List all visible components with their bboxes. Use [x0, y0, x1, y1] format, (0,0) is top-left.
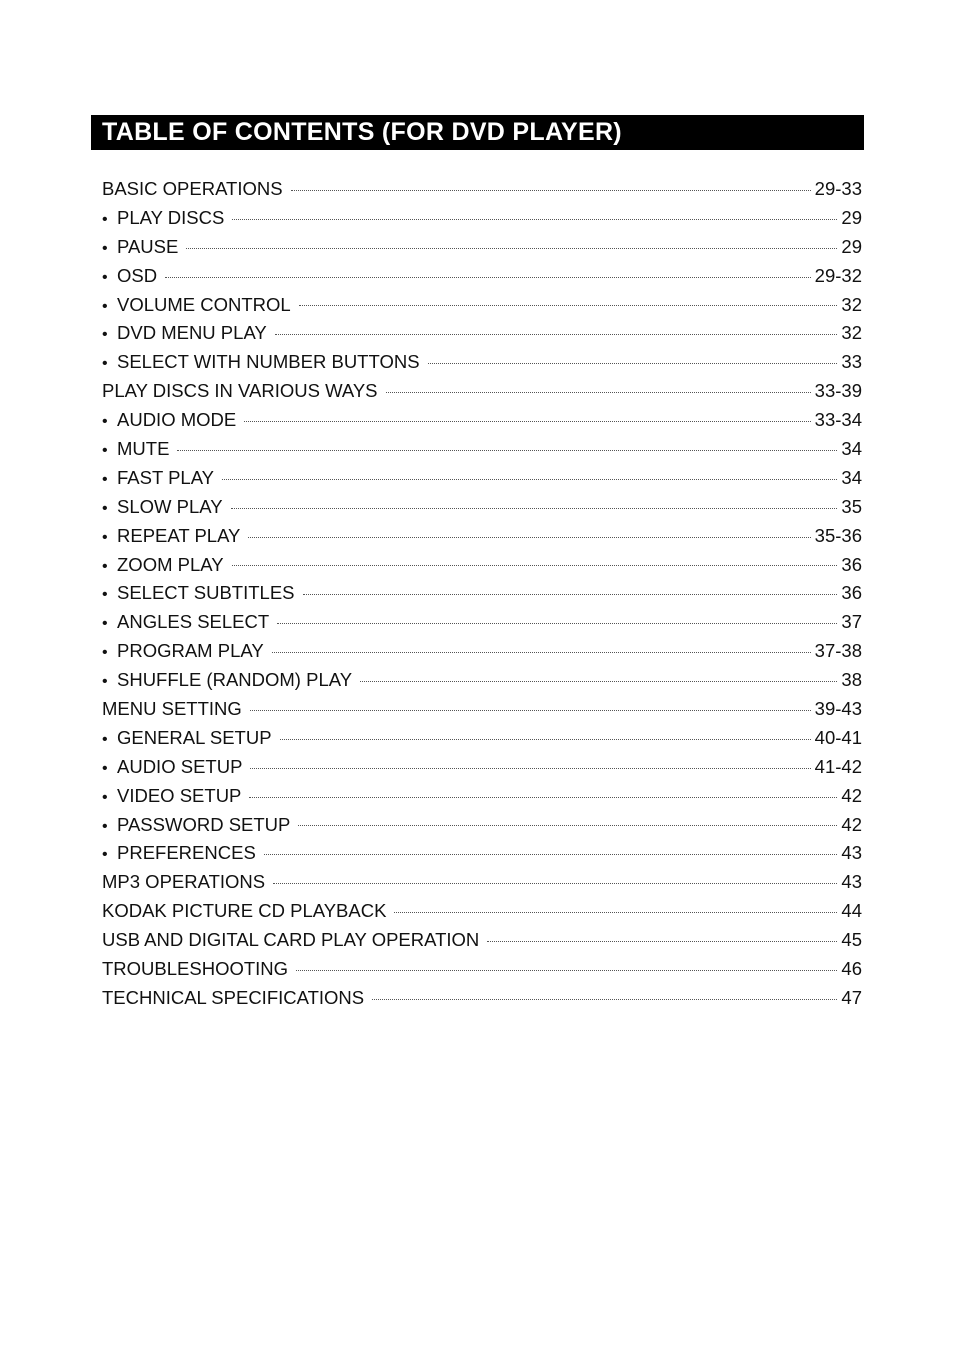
toc-entry-page: 41-42: [814, 755, 862, 777]
toc-entry-page: 29: [841, 235, 862, 257]
toc-entry-page: 43: [841, 871, 862, 893]
toc-entry-page: 46: [841, 958, 862, 980]
toc-entry: [102, 377, 862, 406]
toc-entry-label: SHUFFLE (RANDOM) PLAY: [117, 669, 353, 691]
toc-entry-label: MENU SETTING: [102, 698, 242, 720]
bullet-icon: •: [102, 355, 108, 373]
dot-leader: [232, 219, 837, 220]
toc-entry-label: ZOOM PLAY: [117, 553, 224, 575]
toc-entry-label: PREFERENCES: [117, 842, 256, 864]
bullet-icon: •: [102, 413, 108, 431]
dot-leader: [249, 797, 837, 798]
bullet-icon: •: [102, 846, 108, 864]
bullet-icon: •: [102, 442, 108, 460]
bullet-icon: •: [102, 528, 108, 546]
toc-entry-page: 35: [841, 495, 862, 517]
toc-entry-label: PAUSE: [117, 235, 179, 257]
toc-entry-label: PLAY DISCS IN VARIOUS WAYS: [102, 380, 378, 402]
bullet-icon: •: [102, 586, 108, 604]
dot-leader: [299, 305, 838, 306]
toc-entry-page: 32: [841, 322, 862, 344]
bullet-icon: •: [102, 759, 108, 777]
toc-entry-page: 29-33: [814, 178, 862, 199]
toc-entry: [102, 897, 862, 926]
toc-entry-label: AUDIO MODE: [117, 409, 237, 431]
toc-entry-page: 37-38: [814, 640, 862, 662]
toc-entry: [102, 464, 862, 493]
toc-entry: [102, 204, 862, 233]
toc-entry-page: 32: [841, 293, 862, 315]
toc-entry: [102, 926, 862, 955]
bullet-icon: •: [102, 297, 108, 315]
dot-leader: [264, 854, 838, 855]
toc-entry: [102, 319, 862, 348]
bullet-icon: •: [102, 499, 108, 517]
toc-entry: [102, 955, 862, 984]
toc-entry-page: 29: [841, 206, 862, 228]
dot-leader: [360, 681, 837, 682]
toc-entry-page: 44: [841, 900, 862, 922]
toc-entry: [102, 782, 862, 811]
toc-entry-label: REPEAT PLAY: [117, 524, 241, 546]
bullet-icon: •: [102, 210, 108, 228]
toc-entry-page: 34: [841, 466, 862, 488]
bullet-icon: •: [102, 326, 108, 344]
toc-entry: [102, 262, 862, 291]
dot-leader: [298, 825, 837, 826]
toc-entry: [102, 753, 862, 782]
toc-entry: [102, 695, 862, 724]
dot-leader: [186, 248, 837, 249]
toc-entry-page: 43: [841, 842, 862, 864]
dot-leader: [177, 450, 837, 451]
dot-leader: [291, 190, 811, 191]
dot-leader: [280, 739, 811, 740]
toc-entry: [102, 637, 862, 666]
toc-entry: [102, 348, 862, 377]
dot-leader: [250, 710, 811, 711]
toc-entry: [102, 175, 862, 204]
dot-leader: [428, 363, 838, 364]
bullet-icon: •: [102, 470, 108, 488]
toc-entry-label: DVD MENU PLAY: [117, 322, 267, 344]
toc-entry-page: 29-32: [814, 264, 862, 286]
toc-entry-page: 35-36: [814, 524, 862, 546]
toc-entry-page: 45: [841, 929, 862, 951]
toc-entry: [102, 608, 862, 637]
toc-entry: [102, 724, 862, 753]
toc-entry-label: PASSWORD SETUP: [117, 813, 291, 835]
dot-leader: [248, 537, 810, 538]
dot-leader: [487, 941, 837, 942]
dot-leader: [386, 392, 811, 393]
toc-entry-page: 47: [841, 986, 862, 1008]
toc-entry-label: TROUBLESHOOTING: [102, 958, 289, 980]
dot-leader: [250, 768, 810, 769]
toc-entry-label: OSD: [117, 264, 158, 286]
toc-entry-page: 39-43: [814, 698, 862, 720]
toc-entry-label: SELECT WITH NUMBER BUTTONS: [117, 351, 420, 373]
dot-leader: [303, 594, 838, 595]
dot-leader: [222, 479, 837, 480]
toc-entry: [102, 666, 862, 695]
toc-entry-label: GENERAL SETUP: [117, 726, 272, 748]
toc-entry-page: 36: [841, 582, 862, 604]
toc-entry-page: 33: [841, 351, 862, 373]
toc-entry-label: VOLUME CONTROL: [117, 293, 291, 315]
toc-entry-page: 33-34: [814, 409, 862, 431]
toc-entry: [102, 522, 862, 551]
toc-entry-label: BASIC OPERATIONS: [102, 178, 283, 199]
toc-entry: [102, 435, 862, 464]
toc-entry-page: 34: [841, 438, 862, 460]
toc-entry-page: 40-41: [814, 726, 862, 748]
bullet-icon: •: [102, 730, 108, 748]
dot-leader: [275, 334, 838, 335]
toc-entry: [102, 868, 862, 897]
bullet-icon: •: [102, 615, 108, 633]
toc-entry: [102, 233, 862, 262]
toc-entry-label: KODAK PICTURE CD PLAYBACK: [102, 900, 387, 922]
toc-entry-label: SELECT SUBTITLES: [117, 582, 295, 604]
toc-entry: [102, 493, 862, 522]
toc-entry-label: ANGLES SELECT: [117, 611, 270, 633]
dot-leader: [372, 999, 837, 1000]
toc-entry-label: VIDEO SETUP: [117, 784, 242, 806]
bullet-icon: •: [102, 673, 108, 691]
toc-entry-label: AUDIO SETUP: [117, 755, 243, 777]
dot-leader: [231, 508, 838, 509]
toc-entry-label: MP3 OPERATIONS: [102, 871, 266, 893]
toc-entry-label: FAST PLAY: [117, 466, 214, 488]
dot-leader: [273, 883, 837, 884]
title-bar: [91, 115, 864, 150]
bullet-icon: •: [102, 557, 108, 575]
toc-entry-label: TECHNICAL SPECIFICATIONS: [102, 986, 365, 1008]
toc-entry-label: PROGRAM PLAY: [117, 640, 264, 662]
dot-leader: [232, 565, 838, 566]
toc-entry: [102, 579, 862, 608]
bullet-icon: •: [102, 788, 108, 806]
bullet-icon: •: [102, 239, 108, 257]
dot-leader: [272, 652, 811, 653]
toc-entry: [102, 811, 862, 840]
toc-entry-page: 42: [841, 784, 862, 806]
dot-leader: [165, 277, 811, 278]
toc-entry: [102, 551, 862, 580]
dot-leader: [296, 970, 837, 971]
bullet-icon: •: [102, 268, 108, 286]
dot-leader: [277, 623, 837, 624]
dot-leader: [244, 421, 810, 422]
dot-leader: [394, 912, 837, 913]
toc-entry-page: 33-39: [814, 380, 862, 402]
toc-entry-page: 38: [841, 669, 862, 691]
page-title: TABLE OF CONTENTS (FOR DVD PLAYER): [102, 118, 622, 146]
toc-entry-label: MUTE: [117, 438, 170, 460]
toc-entry-label: USB AND DIGITAL CARD PLAY OPERATION: [102, 929, 480, 951]
toc-entry: [102, 984, 862, 1013]
toc-entry-page: 42: [841, 813, 862, 835]
bullet-icon: •: [102, 817, 108, 835]
toc-entry-label: PLAY DISCS: [117, 206, 225, 228]
toc-entry-page: 36: [841, 553, 862, 575]
table-of-contents: [102, 175, 862, 1013]
toc-entry: [102, 291, 862, 320]
bullet-icon: •: [102, 644, 108, 662]
toc-entry: [102, 839, 862, 868]
toc-entry-label: SLOW PLAY: [117, 495, 223, 517]
toc-entry-page: 37: [841, 611, 862, 633]
toc-entry: [102, 406, 862, 435]
